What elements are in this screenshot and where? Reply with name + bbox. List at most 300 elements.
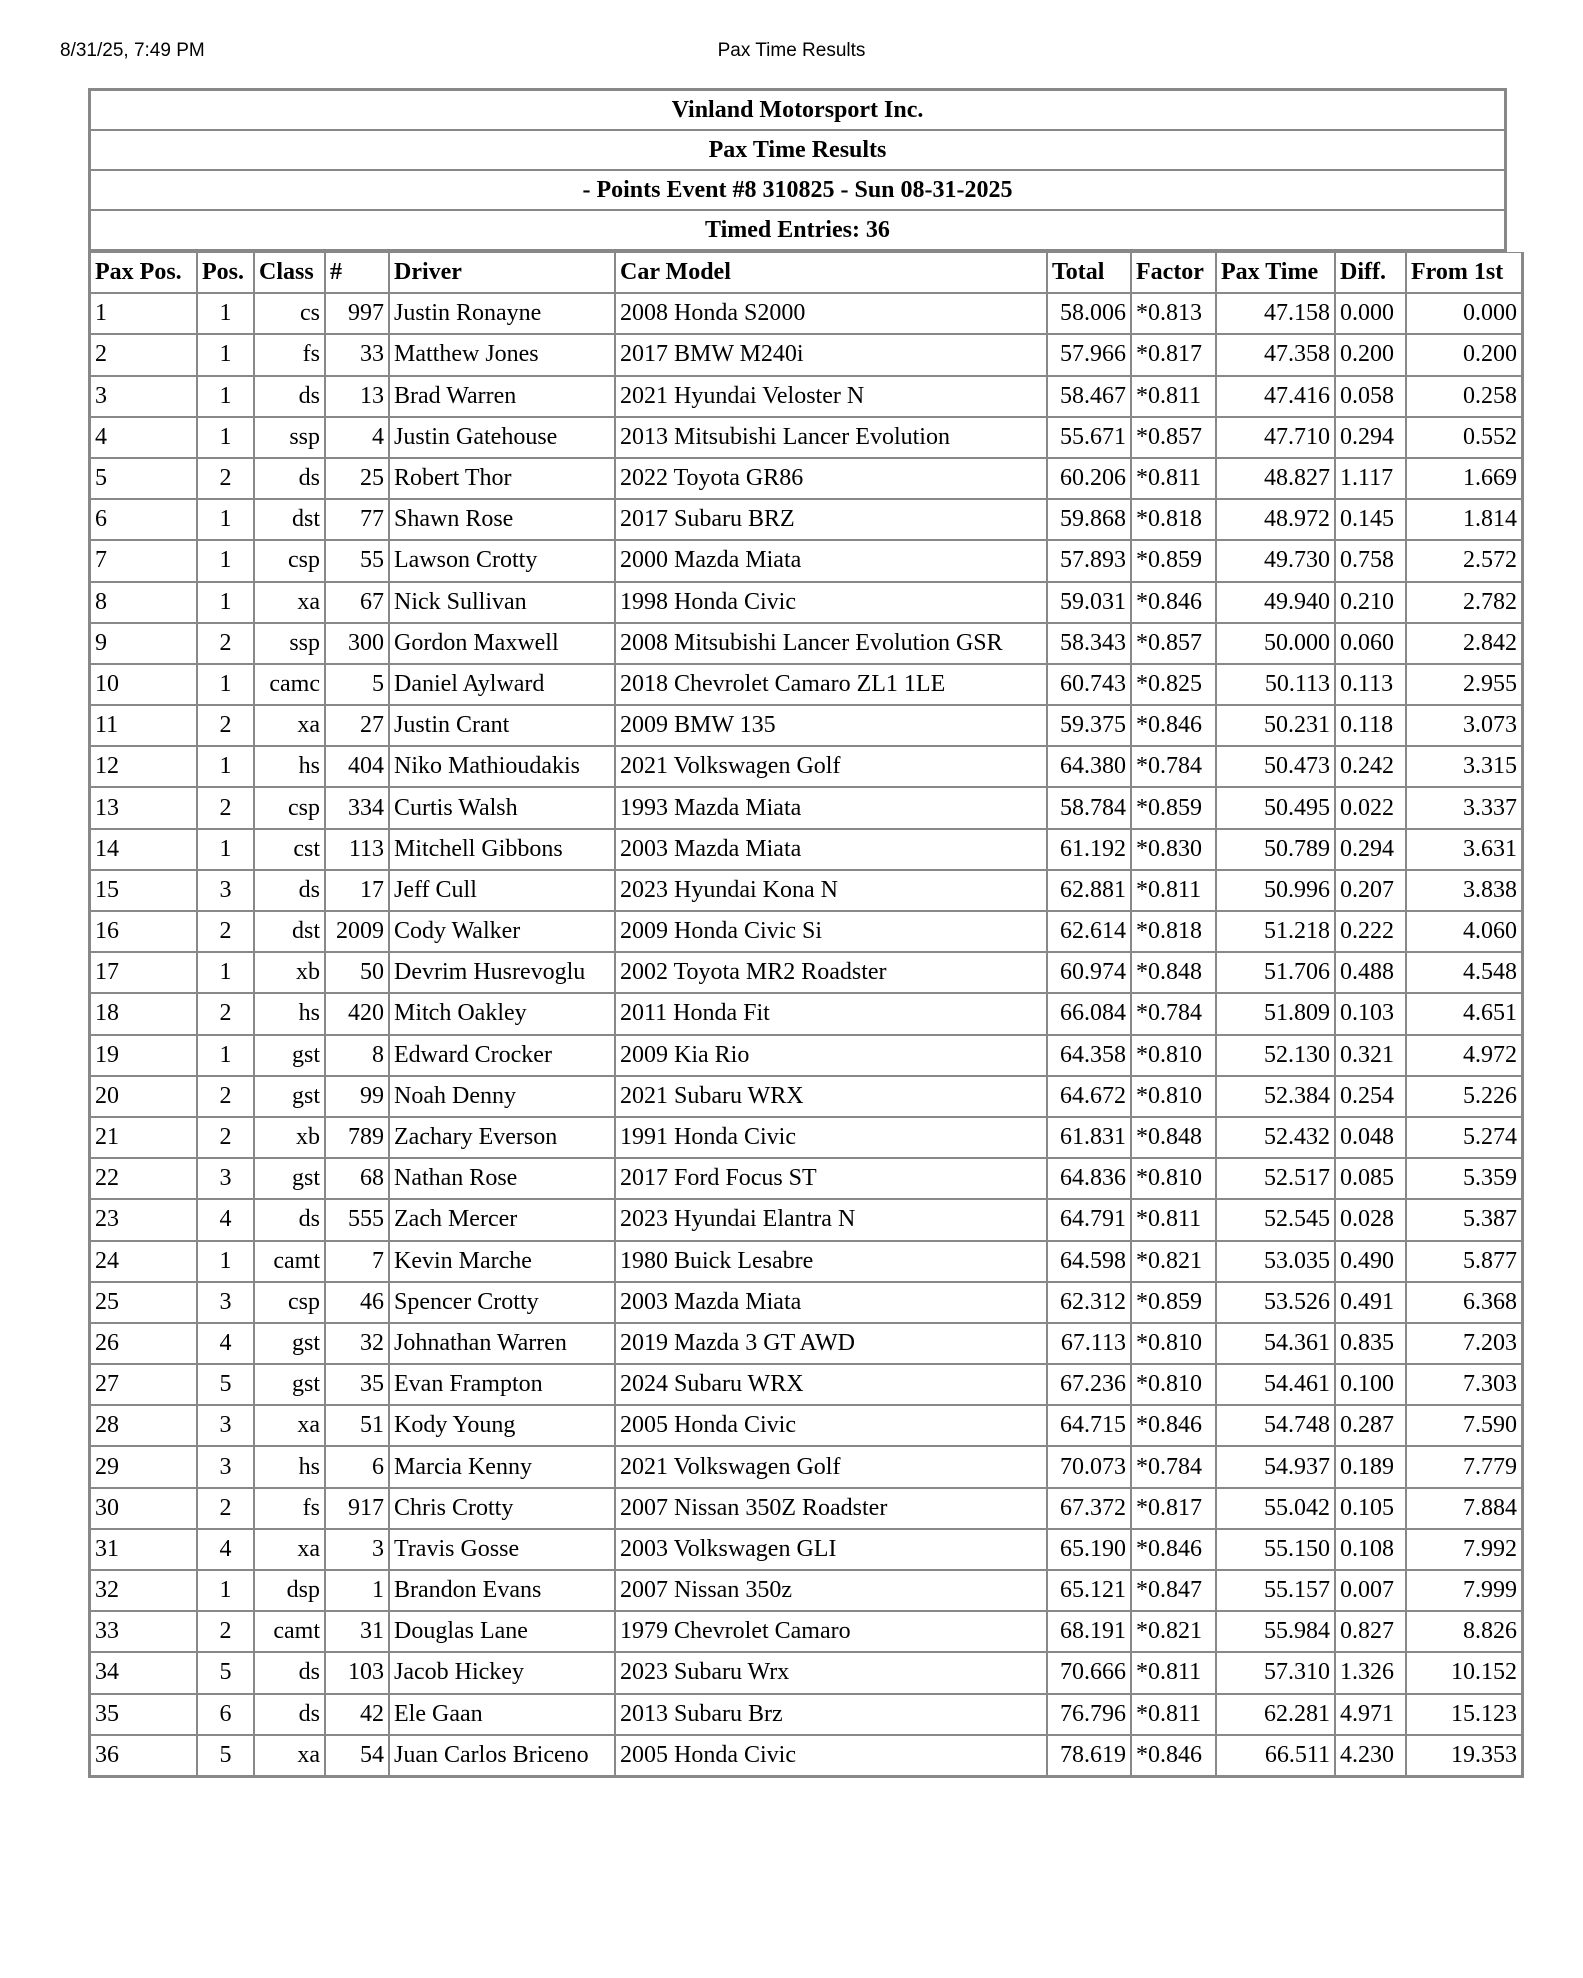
pax-pos-cell: 32 [90,1570,197,1611]
pax-pos-cell: 21 [90,1117,197,1158]
class-cell: ds [254,1199,325,1240]
car-model-cell: 2017 Ford Focus ST [615,1158,1047,1199]
car-model-cell: 2000 Mazda Miata [615,540,1047,581]
class-cell: xb [254,952,325,993]
from-first-cell: 0.552 [1406,417,1522,458]
from-first-cell: 2.782 [1406,582,1522,623]
number-cell: 35 [325,1364,389,1405]
factor-cell: *0.818 [1131,499,1216,540]
class-cell: dst [254,499,325,540]
from-first-cell: 0.000 [1406,293,1522,334]
class-cell: csp [254,787,325,828]
from-first-cell: 0.258 [1406,376,1522,417]
class-cell: fs [254,334,325,375]
from-first-cell: 7.884 [1406,1488,1522,1529]
pos-cell: 1 [197,829,254,870]
driver-cell: Nathan Rose [389,1158,615,1199]
pax-pos-cell: 24 [90,1241,197,1282]
car-model-cell: 2021 Subaru WRX [615,1076,1047,1117]
total-cell: 58.784 [1047,787,1131,828]
pax-time-cell: 54.748 [1216,1405,1335,1446]
table-row [90,746,1522,787]
total-cell: 78.619 [1047,1735,1131,1776]
col-header-diff: Diff. [1335,252,1406,293]
diff-cell: 0.254 [1335,1076,1406,1117]
factor-cell: *0.821 [1131,1611,1216,1652]
diff-cell: 4.230 [1335,1735,1406,1776]
table-row [90,1241,1522,1282]
diff-cell: 0.000 [1335,293,1406,334]
diff-cell: 0.490 [1335,1241,1406,1282]
diff-cell: 0.085 [1335,1158,1406,1199]
table-row [90,1529,1522,1570]
pax-pos-cell: 5 [90,458,197,499]
total-cell: 64.358 [1047,1035,1131,1076]
diff-cell: 0.488 [1335,952,1406,993]
diff-cell: 0.108 [1335,1529,1406,1570]
table-row [90,870,1522,911]
from-first-cell: 7.203 [1406,1323,1522,1364]
total-cell: 57.966 [1047,334,1131,375]
table-row [90,664,1522,705]
driver-cell: Brandon Evans [389,1570,615,1611]
pax-pos-cell: 2 [90,334,197,375]
factor-cell: *0.857 [1131,623,1216,664]
total-cell: 59.868 [1047,499,1131,540]
total-cell: 60.743 [1047,664,1131,705]
from-first-cell: 7.590 [1406,1405,1522,1446]
pax-time-cell: 49.730 [1216,540,1335,581]
from-first-cell: 3.073 [1406,705,1522,746]
driver-cell: Matthew Jones [389,334,615,375]
diff-cell: 0.189 [1335,1446,1406,1487]
diff-cell: 0.113 [1335,664,1406,705]
pax-pos-cell: 25 [90,1282,197,1323]
diff-cell: 1.117 [1335,458,1406,499]
pax-time-cell: 47.416 [1216,376,1335,417]
car-model-cell: 1993 Mazda Miata [615,787,1047,828]
event-info: - Points Event #8 310825 - Sun 08-31-2025 [90,170,1505,210]
class-cell: cst [254,829,325,870]
table-row [90,1488,1522,1529]
pos-cell: 1 [197,746,254,787]
driver-cell: Justin Gatehouse [389,417,615,458]
pax-time-cell: 47.358 [1216,334,1335,375]
pos-cell: 1 [197,1570,254,1611]
pos-cell: 3 [197,1446,254,1487]
factor-cell: *0.811 [1131,458,1216,499]
pos-cell: 2 [197,1488,254,1529]
table-row [90,1652,1522,1693]
from-first-cell: 7.779 [1406,1446,1522,1487]
factor-cell: *0.846 [1131,705,1216,746]
total-cell: 59.375 [1047,705,1131,746]
table-row [90,829,1522,870]
pos-cell: 6 [197,1694,254,1735]
total-cell: 58.467 [1047,376,1131,417]
pax-pos-cell: 23 [90,1199,197,1240]
car-model-cell: 2017 Subaru BRZ [615,499,1047,540]
number-cell: 6 [325,1446,389,1487]
col-header-pax-time: Pax Time [1216,252,1335,293]
car-model-cell: 2007 Nissan 350Z Roadster [615,1488,1047,1529]
pax-pos-cell: 29 [90,1446,197,1487]
car-model-cell: 2019 Mazda 3 GT AWD [615,1323,1047,1364]
class-cell: xa [254,1405,325,1446]
pax-time-cell: 50.996 [1216,870,1335,911]
from-first-cell: 5.387 [1406,1199,1522,1240]
col-header-number: # [325,252,389,293]
class-cell: hs [254,993,325,1034]
car-model-cell: 2008 Mitsubishi Lancer Evolution GSR [615,623,1047,664]
pax-pos-cell: 19 [90,1035,197,1076]
factor-cell: *0.825 [1131,664,1216,705]
number-cell: 404 [325,746,389,787]
number-cell: 420 [325,993,389,1034]
pos-cell: 2 [197,787,254,828]
class-cell: xa [254,1735,325,1776]
total-cell: 67.372 [1047,1488,1131,1529]
pax-time-cell: 55.157 [1216,1570,1335,1611]
diff-cell: 0.287 [1335,1405,1406,1446]
factor-cell: *0.811 [1131,1652,1216,1693]
car-model-cell: 2011 Honda Fit [615,993,1047,1034]
col-header-driver: Driver [389,252,615,293]
from-first-cell: 2.955 [1406,664,1522,705]
car-model-cell: 2007 Nissan 350z [615,1570,1047,1611]
table-row [90,1158,1522,1199]
col-header-pos: Pos. [197,252,254,293]
pax-pos-cell: 11 [90,705,197,746]
pax-pos-cell: 17 [90,952,197,993]
total-cell: 64.380 [1047,746,1131,787]
table-row [90,1035,1522,1076]
driver-cell: Kevin Marche [389,1241,615,1282]
diff-cell: 0.100 [1335,1364,1406,1405]
factor-cell: *0.859 [1131,787,1216,828]
total-cell: 62.312 [1047,1282,1131,1323]
driver-cell: Shawn Rose [389,499,615,540]
col-header-pax-pos: Pax Pos. [90,252,197,293]
car-model-cell: 2013 Mitsubishi Lancer Evolution [615,417,1047,458]
pax-pos-cell: 7 [90,540,197,581]
pax-time-cell: 55.984 [1216,1611,1335,1652]
total-cell: 76.796 [1047,1694,1131,1735]
table-row [90,417,1522,458]
driver-cell: Travis Gosse [389,1529,615,1570]
driver-cell: Nick Sullivan [389,582,615,623]
table-row [90,787,1522,828]
total-cell: 57.893 [1047,540,1131,581]
class-cell: gst [254,1364,325,1405]
factor-cell: *0.810 [1131,1323,1216,1364]
table-row [90,1117,1522,1158]
driver-cell: Evan Frampton [389,1364,615,1405]
factor-cell: *0.846 [1131,1405,1216,1446]
car-model-cell: 2021 Volkswagen Golf [615,746,1047,787]
factor-cell: *0.811 [1131,1199,1216,1240]
total-cell: 59.031 [1047,582,1131,623]
pax-time-cell: 54.361 [1216,1323,1335,1364]
car-model-cell: 2021 Volkswagen Golf [615,1446,1047,1487]
number-cell: 3 [325,1529,389,1570]
number-cell: 27 [325,705,389,746]
car-model-cell: 1998 Honda Civic [615,582,1047,623]
number-cell: 13 [325,376,389,417]
pax-pos-cell: 15 [90,870,197,911]
driver-cell: Justin Ronayne [389,293,615,334]
from-first-cell: 19.353 [1406,1735,1522,1776]
pax-time-cell: 48.827 [1216,458,1335,499]
pax-pos-cell: 30 [90,1488,197,1529]
table-row [90,293,1522,334]
number-cell: 68 [325,1158,389,1199]
number-cell: 1 [325,1570,389,1611]
class-cell: camt [254,1611,325,1652]
car-model-cell: 1980 Buick Lesabre [615,1241,1047,1282]
table-row [90,623,1522,664]
from-first-cell: 4.651 [1406,993,1522,1034]
driver-cell: Lawson Crotty [389,540,615,581]
pax-time-cell: 53.526 [1216,1282,1335,1323]
pos-cell: 5 [197,1364,254,1405]
pos-cell: 1 [197,376,254,417]
pax-pos-cell: 6 [90,499,197,540]
class-cell: fs [254,1488,325,1529]
class-cell: csp [254,1282,325,1323]
pax-time-cell: 50.000 [1216,623,1335,664]
pax-time-cell: 48.972 [1216,499,1335,540]
from-first-cell: 2.572 [1406,540,1522,581]
table-row [90,1735,1522,1776]
from-first-cell: 5.877 [1406,1241,1522,1282]
class-cell: xa [254,1529,325,1570]
number-cell: 51 [325,1405,389,1446]
total-cell: 70.666 [1047,1652,1131,1693]
pax-time-cell: 52.432 [1216,1117,1335,1158]
org-name: Vinland Motorsport Inc. [90,90,1505,130]
total-cell: 64.672 [1047,1076,1131,1117]
class-cell: gst [254,1035,325,1076]
results-table [88,252,1524,1778]
class-cell: ds [254,1652,325,1693]
car-model-cell: 2003 Mazda Miata [615,1282,1047,1323]
driver-cell: Gordon Maxwell [389,623,615,664]
title-block [88,88,1507,252]
pax-pos-cell: 27 [90,1364,197,1405]
number-cell: 42 [325,1694,389,1735]
pos-cell: 2 [197,993,254,1034]
diff-cell: 4.971 [1335,1694,1406,1735]
number-cell: 103 [325,1652,389,1693]
factor-cell: *0.846 [1131,1529,1216,1570]
pos-cell: 1 [197,293,254,334]
total-cell: 60.974 [1047,952,1131,993]
diff-cell: 0.827 [1335,1611,1406,1652]
pos-cell: 3 [197,870,254,911]
table-row [90,1323,1522,1364]
factor-cell: *0.847 [1131,1570,1216,1611]
pos-cell: 3 [197,1282,254,1323]
total-cell: 58.343 [1047,623,1131,664]
class-cell: ds [254,870,325,911]
driver-cell: Niko Mathioudakis [389,746,615,787]
factor-cell: *0.848 [1131,1117,1216,1158]
table-row [90,1694,1522,1735]
from-first-cell: 7.992 [1406,1529,1522,1570]
from-first-cell: 6.368 [1406,1282,1522,1323]
number-cell: 32 [325,1323,389,1364]
number-cell: 789 [325,1117,389,1158]
pos-cell: 5 [197,1652,254,1693]
class-cell: ds [254,376,325,417]
pax-time-cell: 51.218 [1216,911,1335,952]
driver-cell: Cody Walker [389,911,615,952]
number-cell: 7 [325,1241,389,1282]
pax-time-cell: 66.511 [1216,1735,1335,1776]
table-row [90,334,1522,375]
pax-time-cell: 53.035 [1216,1241,1335,1282]
total-cell: 61.831 [1047,1117,1131,1158]
table-row [90,952,1522,993]
pos-cell: 1 [197,582,254,623]
table-row [90,1076,1522,1117]
driver-cell: Brad Warren [389,376,615,417]
table-row [90,1570,1522,1611]
car-model-cell: 2008 Honda S2000 [615,293,1047,334]
pax-pos-cell: 3 [90,376,197,417]
driver-cell: Curtis Walsh [389,787,615,828]
pax-pos-cell: 1 [90,293,197,334]
from-first-cell: 4.972 [1406,1035,1522,1076]
factor-cell: *0.818 [1131,911,1216,952]
class-cell: ds [254,1694,325,1735]
table-row [90,376,1522,417]
pax-time-cell: 52.517 [1216,1158,1335,1199]
class-cell: hs [254,1446,325,1487]
factor-cell: *0.810 [1131,1076,1216,1117]
pax-time-cell: 50.113 [1216,664,1335,705]
factor-cell: *0.813 [1131,293,1216,334]
total-cell: 64.598 [1047,1241,1131,1282]
number-cell: 8 [325,1035,389,1076]
number-cell: 99 [325,1076,389,1117]
pos-cell: 2 [197,1611,254,1652]
entries-count: Timed Entries: 36 [90,210,1505,250]
class-cell: camt [254,1241,325,1282]
driver-cell: Devrim Husrevoglu [389,952,615,993]
table-row [90,458,1522,499]
pax-time-cell: 57.310 [1216,1652,1335,1693]
factor-cell: *0.846 [1131,1735,1216,1776]
number-cell: 5 [325,664,389,705]
pax-time-cell: 54.461 [1216,1364,1335,1405]
driver-cell: Johnathan Warren [389,1323,615,1364]
col-header-car-model: Car Model [615,252,1047,293]
number-cell: 31 [325,1611,389,1652]
from-first-cell: 3.315 [1406,746,1522,787]
factor-cell: *0.857 [1131,417,1216,458]
diff-cell: 0.758 [1335,540,1406,581]
pos-cell: 3 [197,1405,254,1446]
factor-cell: *0.830 [1131,829,1216,870]
table-row [90,540,1522,581]
total-cell: 67.236 [1047,1364,1131,1405]
pax-time-cell: 50.495 [1216,787,1335,828]
car-model-cell: 2003 Mazda Miata [615,829,1047,870]
pax-time-cell: 62.281 [1216,1694,1335,1735]
total-cell: 65.121 [1047,1570,1131,1611]
driver-cell: Jacob Hickey [389,1652,615,1693]
driver-cell: Mitch Oakley [389,993,615,1034]
table-row [90,1446,1522,1487]
car-model-cell: 2017 BMW M240i [615,334,1047,375]
number-cell: 300 [325,623,389,664]
driver-cell: Ele Gaan [389,1694,615,1735]
factor-cell: *0.811 [1131,376,1216,417]
diff-cell: 0.060 [1335,623,1406,664]
car-model-cell: 2009 Honda Civic Si [615,911,1047,952]
pax-pos-cell: 18 [90,993,197,1034]
pax-time-cell: 50.231 [1216,705,1335,746]
class-cell: csp [254,540,325,581]
number-cell: 67 [325,582,389,623]
from-first-cell: 8.826 [1406,1611,1522,1652]
pax-pos-cell: 31 [90,1529,197,1570]
number-cell: 33 [325,334,389,375]
pax-pos-cell: 20 [90,1076,197,1117]
pos-cell: 5 [197,1735,254,1776]
pax-time-cell: 55.042 [1216,1488,1335,1529]
pax-time-cell: 52.545 [1216,1199,1335,1240]
driver-cell: Kody Young [389,1405,615,1446]
table-row [90,1611,1522,1652]
diff-cell: 0.028 [1335,1199,1406,1240]
car-model-cell: 2023 Subaru Wrx [615,1652,1047,1693]
from-first-cell: 2.842 [1406,623,1522,664]
factor-cell: *0.811 [1131,1694,1216,1735]
total-cell: 68.191 [1047,1611,1131,1652]
pos-cell: 1 [197,952,254,993]
car-model-cell: 2018 Chevrolet Camaro ZL1 1LE [615,664,1047,705]
pos-cell: 2 [197,458,254,499]
pax-time-cell: 52.384 [1216,1076,1335,1117]
pos-cell: 4 [197,1323,254,1364]
pax-pos-cell: 26 [90,1323,197,1364]
car-model-cell: 2024 Subaru WRX [615,1364,1047,1405]
from-first-cell: 4.060 [1406,911,1522,952]
number-cell: 25 [325,458,389,499]
diff-cell: 0.022 [1335,787,1406,828]
table-row [90,1199,1522,1240]
factor-cell: *0.810 [1131,1364,1216,1405]
car-model-cell: 2013 Subaru Brz [615,1694,1047,1735]
from-first-cell: 0.200 [1406,334,1522,375]
pos-cell: 4 [197,1529,254,1570]
table-row [90,1405,1522,1446]
pax-time-cell: 51.809 [1216,993,1335,1034]
class-cell: hs [254,746,325,787]
number-cell: 555 [325,1199,389,1240]
pos-cell: 1 [197,664,254,705]
from-first-cell: 1.814 [1406,499,1522,540]
car-model-cell: 2023 Hyundai Elantra N [615,1199,1047,1240]
pax-pos-cell: 33 [90,1611,197,1652]
total-cell: 62.881 [1047,870,1131,911]
factor-cell: *0.846 [1131,582,1216,623]
col-header-from-first: From 1st [1406,252,1522,293]
driver-cell: Douglas Lane [389,1611,615,1652]
